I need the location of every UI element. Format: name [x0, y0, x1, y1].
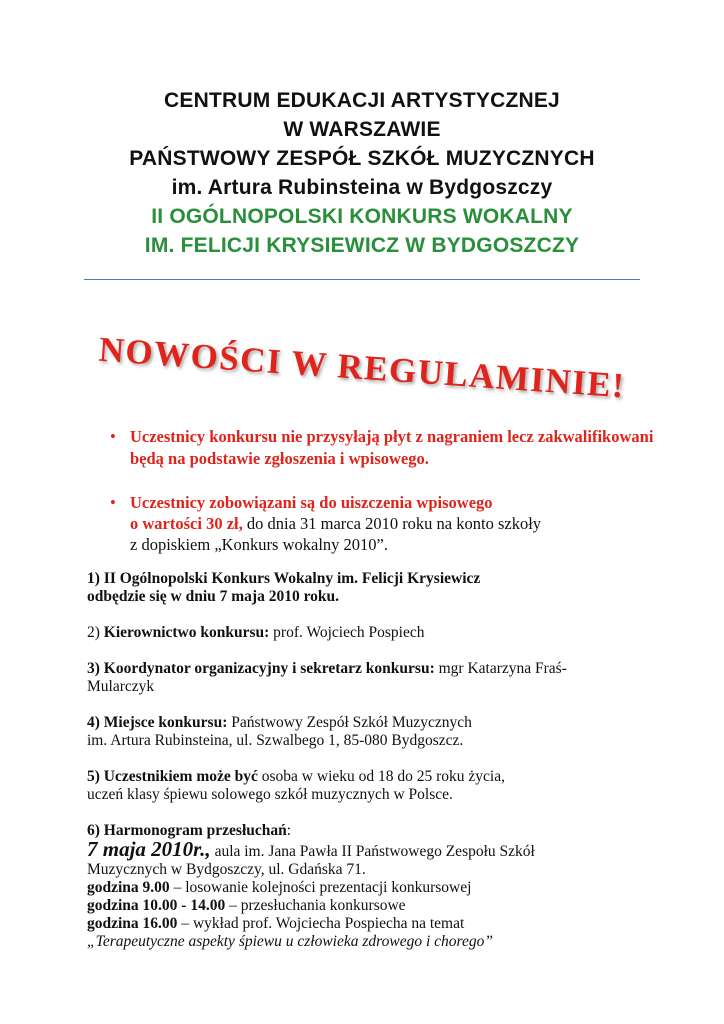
section-text: 1) II Ogólnopolski Konkurs Wokalny im. Felicji Krysiewicz: [87, 570, 481, 587]
header-institution: CENTRUM EDUKACJI ARTYSTYCZNEJ: [164, 89, 560, 112]
news-item-highlight: Uczestnicy zobowiązani są do uiszczenia wpisowego: [130, 493, 493, 512]
section-label: 3) Koordynator organizacyjny i sekretarz konkursu:: [87, 660, 435, 677]
section-competition-date: [87, 570, 647, 606]
news-item-deadline: do dnia 31 marca 2010 roku na konto szkoły: [242, 514, 542, 533]
section-value: mgr Katarzyna Fraś-: [434, 660, 567, 677]
bullet-icon: •: [110, 427, 116, 446]
header-school: PAŃSTWOWY ZESPÓŁ SZKÓŁ MUZYCZNYCH: [129, 147, 595, 170]
news-item-fee: o wartości 30 zł,: [130, 514, 243, 533]
schedule-venue: Muzycznych w Bydgoszczy, ul. Gdańska 71.: [87, 861, 366, 878]
document-header: [0, 86, 724, 260]
section-text: odbędzie się w dniu 7 maja 2010 roku.: [87, 588, 340, 605]
section-value: uczeń klasy śpiewu solowego szkół muzycznych w Polsce.: [87, 786, 453, 803]
section-coordinator: [87, 660, 647, 696]
section-value: Państwowy Zespół Szkół Muzycznych: [227, 714, 472, 731]
header-competition-title: II OGÓLNOPOLSKI KONKURS WOKALNY: [151, 205, 573, 228]
section-schedule: [87, 822, 647, 951]
schedule-event: – przesłuchania konkursowe: [225, 897, 406, 914]
schedule-event: – losowanie kolejności prezentacji konkursowej: [169, 879, 472, 896]
section-direction: [87, 624, 647, 642]
header-competition-patron: IM. FELICJI KRYSIEWICZ W BYDGOSZCZY: [144, 234, 580, 257]
news-item-note: z dopiskiem „Konkurs wokalny 2010”.: [130, 535, 388, 554]
schedule-date: 7 maja 2010r.,: [87, 837, 211, 861]
news-list: [110, 426, 670, 555]
news-item: [110, 492, 670, 555]
section-label: 5) Uczestnikiem może być: [87, 768, 258, 785]
section-number: 2): [87, 624, 100, 641]
regulations: [87, 570, 647, 951]
section-label: 6) Harmonogram przesłuchań: [87, 822, 287, 839]
section-venue: [87, 714, 647, 750]
section-value: osoba w wieku od 18 do 25 roku życia,: [257, 768, 505, 785]
bullet-icon: •: [110, 493, 116, 512]
news-item: [110, 426, 670, 470]
section-punctuation: :: [286, 822, 292, 839]
schedule-venue: aula im. Jana Pawła II Państwowego Zespołu Szkół: [210, 843, 535, 860]
header-city: W WARSZAWIE: [283, 118, 441, 141]
header-school-patron: im. Artura Rubinsteina w Bydgoszczy: [171, 176, 553, 199]
section-value: prof. Wojciech Pospiech: [269, 624, 425, 641]
section-label: Kierownictwo konkursu:: [99, 624, 270, 641]
schedule-time: godzina 16.00: [87, 915, 178, 932]
lecture-title: „Terapeutyczne aspekty śpiewu u człowieka zdrowego i chorego”: [87, 933, 493, 950]
news-item-text: Uczestnicy konkursu nie przysyłają płyt z nagraniem lecz zakwalifikowani będą na podstawie zgłoszenia i wpisowego.: [130, 427, 654, 468]
schedule-event: – wykład prof. Wojciecha Pospiecha na temat: [177, 915, 465, 932]
section-value: im. Artura Rubinsteina, ul. Szwalbego 1, 85-080 Bydgoszcz.: [87, 732, 464, 749]
section-eligibility: [87, 768, 647, 804]
news-banner: NOWOŚCI W REGULAMINIE!: [97, 329, 627, 406]
schedule-time: godzina 9.00: [87, 879, 170, 896]
section-label: 4) Miejsce konkursu:: [87, 714, 228, 731]
header-divider: [84, 279, 640, 280]
schedule-time: godzina 10.00 - 14.00: [87, 897, 226, 914]
section-value: Mularczyk: [87, 678, 155, 695]
